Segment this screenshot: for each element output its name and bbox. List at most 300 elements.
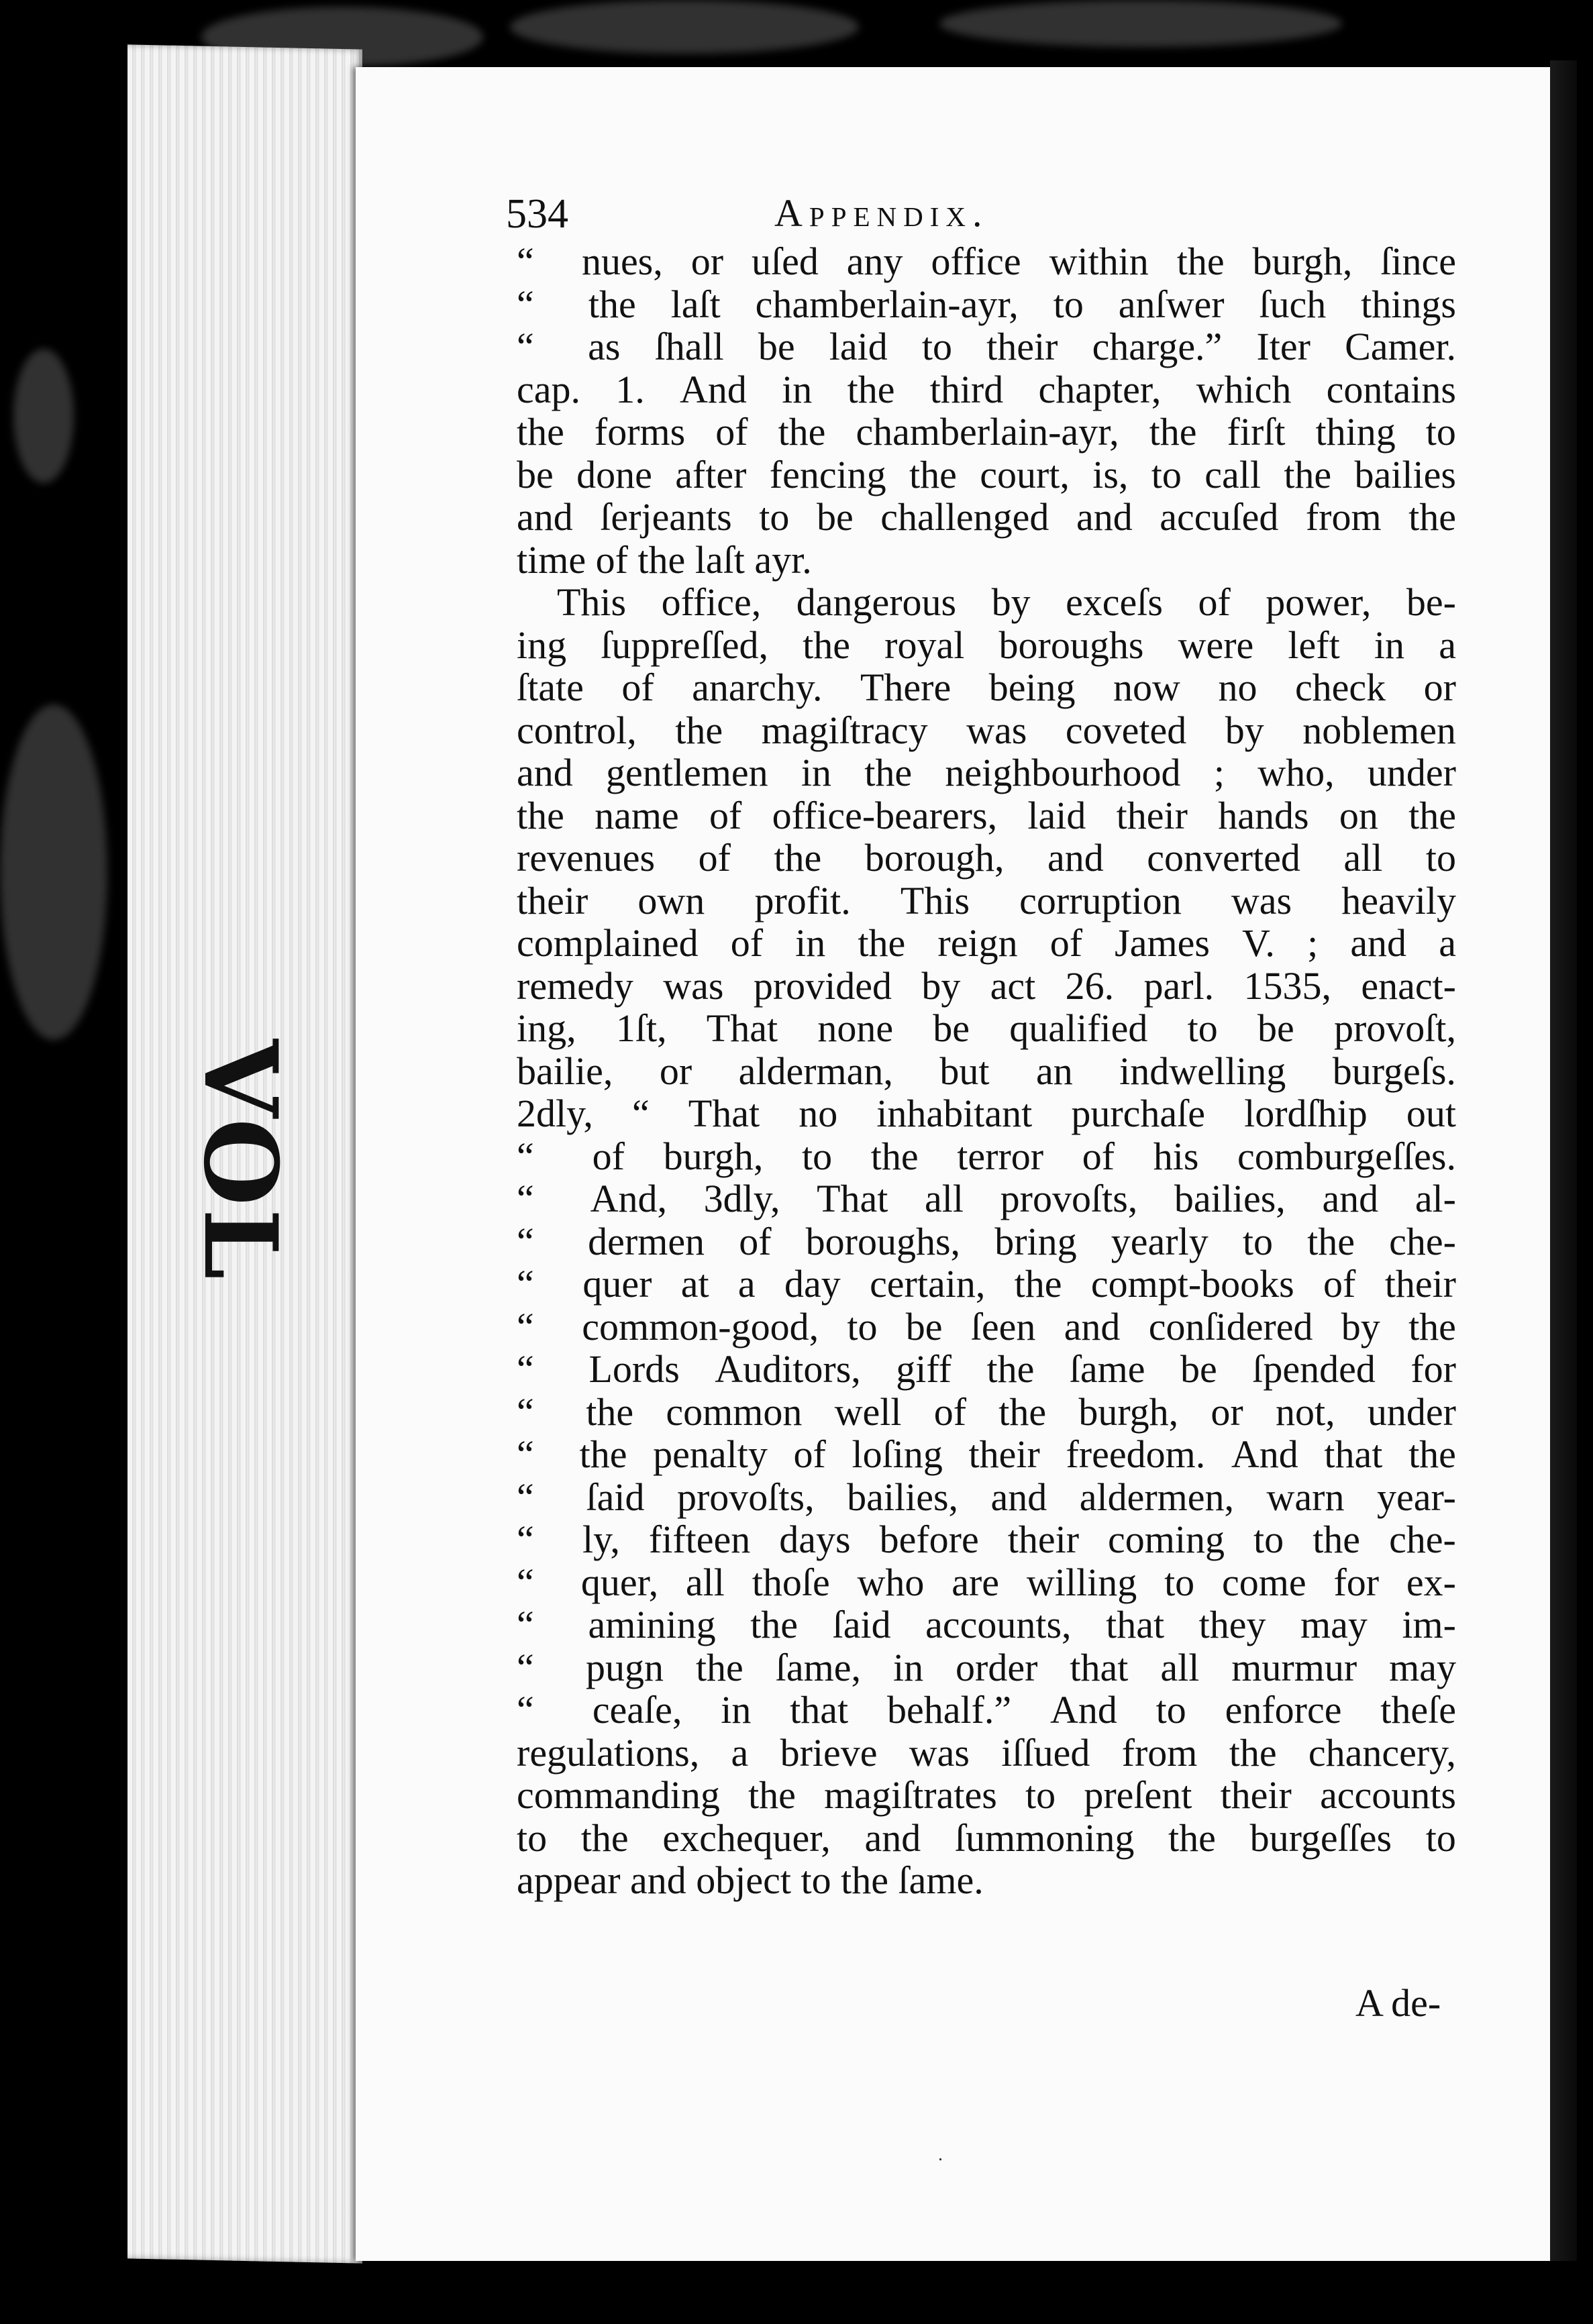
word: and bbox=[517, 751, 573, 794]
word: to bbox=[847, 1304, 878, 1349]
word: That bbox=[706, 1006, 778, 1050]
quote-mark: “ bbox=[517, 1645, 534, 1689]
word: provoſt, bbox=[1333, 1006, 1456, 1050]
word: uſed bbox=[751, 240, 819, 283]
word: accounts bbox=[1320, 1773, 1456, 1817]
word: ſuppreſſed, bbox=[601, 623, 768, 667]
text-line bbox=[517, 1049, 1456, 1092]
word: own bbox=[637, 878, 705, 922]
word: office, bbox=[661, 580, 762, 624]
word: chancery, bbox=[1308, 1730, 1456, 1775]
word: the bbox=[1149, 410, 1197, 454]
word: that bbox=[1106, 1603, 1165, 1646]
word: royal bbox=[884, 623, 965, 667]
text-line bbox=[517, 1517, 1456, 1560]
word: appear bbox=[517, 1858, 631, 1902]
word: to bbox=[802, 1134, 833, 1178]
word: And bbox=[1049, 1688, 1117, 1732]
word: laid bbox=[1027, 793, 1086, 837]
word: common-good, bbox=[582, 1304, 819, 1349]
word: a bbox=[731, 1730, 749, 1775]
word: thing bbox=[1315, 410, 1396, 454]
word: office bbox=[931, 240, 1021, 283]
word: of bbox=[709, 793, 742, 837]
word: the bbox=[1408, 1432, 1456, 1476]
word: was bbox=[909, 1730, 970, 1775]
page-gutter-shadow bbox=[1550, 60, 1577, 2261]
word: to bbox=[1253, 1518, 1284, 1561]
word: That bbox=[817, 1177, 888, 1220]
quote-mark: “ bbox=[517, 1304, 534, 1349]
word: all bbox=[1160, 1645, 1200, 1689]
word: Camer. bbox=[1345, 325, 1456, 368]
word: now bbox=[1113, 666, 1180, 709]
text-line bbox=[517, 920, 1456, 963]
text-line bbox=[517, 367, 1456, 410]
word: be bbox=[816, 495, 854, 539]
word: the bbox=[778, 410, 826, 454]
word: ſince bbox=[1380, 240, 1456, 283]
word: were bbox=[1178, 623, 1254, 667]
word: terror bbox=[957, 1134, 1044, 1178]
word: be- bbox=[1406, 580, 1456, 624]
word: burgeſſes bbox=[1249, 1815, 1392, 1860]
word: of bbox=[621, 666, 654, 709]
word: to bbox=[759, 495, 790, 539]
word: dangerous bbox=[796, 580, 957, 624]
word: his bbox=[1153, 1134, 1199, 1178]
word: a bbox=[1439, 623, 1456, 667]
word: fencing bbox=[769, 452, 886, 496]
word: come bbox=[1222, 1560, 1306, 1604]
word: pugn bbox=[585, 1645, 664, 1689]
text-line bbox=[517, 1560, 1456, 1603]
word: ſaid bbox=[832, 1603, 891, 1646]
word: the bbox=[637, 537, 695, 582]
word: the bbox=[1229, 1730, 1277, 1775]
word: none bbox=[817, 1006, 894, 1050]
word: corruption bbox=[1019, 878, 1182, 922]
word: accounts, bbox=[925, 1603, 1072, 1646]
text-line bbox=[517, 1219, 1456, 1262]
quote-mark: “ bbox=[517, 240, 534, 283]
text-line bbox=[517, 665, 1456, 708]
word: their bbox=[1007, 1518, 1080, 1561]
word: is, bbox=[1092, 452, 1129, 496]
word: exceſs bbox=[1066, 580, 1163, 624]
word: day bbox=[784, 1262, 841, 1306]
word: indwelling bbox=[1119, 1049, 1286, 1093]
word: their bbox=[986, 325, 1058, 368]
word: 1ſt, bbox=[615, 1006, 667, 1050]
stray-mark: . bbox=[938, 2144, 943, 2165]
word: ſhall bbox=[654, 325, 724, 368]
word: object bbox=[696, 1858, 801, 1902]
word: in bbox=[782, 367, 813, 411]
word: magiſtrates bbox=[824, 1773, 997, 1817]
word: the bbox=[588, 282, 636, 326]
word: the bbox=[1307, 1219, 1355, 1263]
word: year- bbox=[1377, 1475, 1456, 1519]
word: in bbox=[892, 1645, 924, 1689]
word: from bbox=[1121, 1730, 1198, 1775]
word: And bbox=[680, 367, 747, 411]
word: was bbox=[663, 963, 724, 1008]
word: the bbox=[864, 751, 913, 794]
word: their bbox=[968, 1432, 1040, 1476]
word: Auditors, bbox=[715, 1347, 861, 1391]
word: cap. bbox=[517, 367, 580, 411]
word: provided bbox=[753, 963, 892, 1008]
word: This bbox=[900, 878, 970, 922]
word: out bbox=[1406, 1092, 1456, 1135]
word: by bbox=[1225, 708, 1264, 752]
word: left bbox=[1288, 623, 1340, 667]
word: check bbox=[1294, 666, 1386, 709]
word: may bbox=[1389, 1645, 1456, 1689]
word: of bbox=[1198, 580, 1231, 624]
text-line bbox=[517, 282, 1456, 325]
word: or bbox=[690, 240, 724, 283]
word: “ bbox=[631, 1092, 650, 1135]
word: And, bbox=[590, 1177, 668, 1220]
word: 26. bbox=[1065, 963, 1115, 1008]
text-line bbox=[517, 409, 1456, 452]
word: at bbox=[680, 1262, 709, 1306]
word: loſing bbox=[852, 1432, 943, 1476]
word: fifteen bbox=[648, 1518, 751, 1561]
quote-mark: “ bbox=[517, 1560, 534, 1604]
word: all bbox=[925, 1177, 964, 1220]
text-line bbox=[517, 878, 1456, 921]
word: a bbox=[1439, 921, 1456, 965]
word: bring bbox=[994, 1219, 1077, 1263]
word: conſidered bbox=[1148, 1304, 1313, 1349]
word: coveted bbox=[1065, 708, 1187, 752]
quote-mark: “ bbox=[517, 1688, 534, 1732]
word: for bbox=[1333, 1560, 1380, 1604]
word: noblemen bbox=[1302, 708, 1456, 752]
word: as bbox=[588, 325, 621, 368]
word: ſuch bbox=[1259, 282, 1327, 326]
word: che- bbox=[1389, 1219, 1456, 1263]
word: willing bbox=[1026, 1560, 1137, 1604]
word: any bbox=[846, 240, 903, 283]
word: to bbox=[517, 1815, 548, 1860]
word: provoſts, bbox=[1000, 1177, 1138, 1220]
word: burgeſs. bbox=[1332, 1049, 1456, 1093]
word: the bbox=[1408, 1304, 1456, 1349]
spine-volume-label: VOL bbox=[181, 1039, 299, 1282]
word: the bbox=[695, 1645, 743, 1689]
word: qualified bbox=[1009, 1006, 1148, 1050]
word: regulations, bbox=[517, 1730, 700, 1775]
word: behalf.” bbox=[886, 1688, 1012, 1732]
word: and bbox=[517, 495, 573, 539]
word: call bbox=[1204, 452, 1261, 496]
word: of bbox=[715, 410, 748, 454]
word: burgh, bbox=[663, 1134, 764, 1178]
word: comburgeſſes. bbox=[1237, 1134, 1456, 1178]
word: to bbox=[1151, 452, 1182, 496]
text-line bbox=[517, 1815, 1456, 1858]
catchword: A de- bbox=[1355, 1981, 1441, 2025]
text-line bbox=[517, 1773, 1456, 1815]
word: lordſhip bbox=[1244, 1092, 1368, 1135]
word: inhabitant bbox=[876, 1092, 1033, 1135]
word: nues, bbox=[581, 240, 663, 283]
text-line bbox=[517, 1858, 1456, 1901]
quote-mark: “ bbox=[517, 1475, 534, 1519]
word: order bbox=[956, 1645, 1038, 1689]
word: their bbox=[517, 878, 588, 922]
word: and bbox=[630, 1858, 697, 1902]
word: V. bbox=[1242, 921, 1275, 965]
word: the bbox=[579, 1432, 627, 1476]
word: thoſe bbox=[752, 1560, 830, 1604]
word: to bbox=[921, 325, 952, 368]
word: was bbox=[966, 708, 1027, 752]
body-text bbox=[517, 239, 1456, 1901]
word: to bbox=[1155, 1688, 1186, 1732]
word: brieve bbox=[780, 1730, 878, 1775]
word: the bbox=[517, 410, 564, 454]
quote-mark: “ bbox=[517, 1603, 534, 1646]
word: was bbox=[1231, 878, 1292, 922]
word: time bbox=[517, 537, 596, 582]
word: to bbox=[1164, 1560, 1195, 1604]
word: This bbox=[557, 580, 627, 624]
word: may bbox=[1300, 1603, 1368, 1646]
word: that bbox=[790, 1688, 849, 1732]
word: of bbox=[793, 1432, 826, 1476]
word: within bbox=[1049, 240, 1149, 283]
text-line bbox=[517, 793, 1456, 836]
word: ſaid bbox=[586, 1475, 645, 1519]
word: that bbox=[1070, 1645, 1129, 1689]
quote-mark: “ bbox=[517, 282, 534, 326]
word: anſwer bbox=[1118, 282, 1225, 326]
word: to bbox=[1242, 1219, 1273, 1263]
quote-mark: “ bbox=[517, 1219, 534, 1263]
word: contains bbox=[1326, 367, 1456, 411]
word: heavily bbox=[1341, 878, 1456, 922]
text-line bbox=[517, 1602, 1456, 1645]
word: burgh, bbox=[1252, 240, 1353, 283]
word: who, bbox=[1257, 751, 1335, 794]
word: 1535, bbox=[1243, 963, 1331, 1008]
word: ſerjeants bbox=[600, 495, 732, 539]
word: im- bbox=[1402, 1603, 1456, 1646]
word: the bbox=[580, 1815, 629, 1860]
word: control, bbox=[517, 708, 637, 752]
word: charge.” bbox=[1092, 325, 1223, 368]
word: or bbox=[659, 1049, 692, 1093]
word: ſummoning bbox=[954, 1815, 1135, 1860]
word: accuſed bbox=[1160, 495, 1279, 539]
page-number: 534 bbox=[506, 191, 568, 237]
word: the bbox=[586, 1389, 634, 1434]
word: hands bbox=[1218, 793, 1309, 837]
word: of bbox=[1323, 1262, 1356, 1306]
text-line bbox=[517, 1176, 1456, 1219]
word: and bbox=[1047, 836, 1104, 880]
word: all bbox=[685, 1560, 725, 1604]
word: parl. bbox=[1143, 963, 1215, 1008]
word: warn bbox=[1266, 1475, 1345, 1519]
word: the bbox=[858, 921, 906, 965]
word: third bbox=[929, 367, 1004, 411]
word: boroughs, bbox=[805, 1219, 961, 1263]
word: to bbox=[1053, 282, 1084, 326]
word: reign bbox=[937, 921, 1018, 965]
word: the bbox=[998, 1389, 1047, 1434]
word: There bbox=[860, 666, 952, 709]
word: 3dly, bbox=[703, 1177, 780, 1220]
text-line bbox=[517, 1432, 1456, 1475]
word: neighbourhood bbox=[945, 751, 1181, 794]
word: being bbox=[988, 666, 1076, 709]
running-head: Appendix. bbox=[774, 191, 989, 235]
word: and bbox=[1350, 921, 1407, 965]
word: Lords bbox=[588, 1347, 680, 1391]
word: the bbox=[675, 708, 723, 752]
word: the bbox=[517, 793, 564, 837]
word: ing bbox=[517, 623, 567, 667]
word: done bbox=[576, 452, 652, 496]
word: James bbox=[1115, 921, 1210, 965]
word: compt-books bbox=[1090, 1262, 1294, 1306]
word: ſame, bbox=[775, 1645, 861, 1689]
word: firſt bbox=[1227, 410, 1286, 454]
word: che- bbox=[1389, 1518, 1456, 1561]
quote-mark: “ bbox=[517, 1347, 534, 1391]
word: and bbox=[1064, 1304, 1121, 1349]
word: of bbox=[933, 1389, 967, 1434]
word: preſent bbox=[1084, 1773, 1192, 1817]
word: under bbox=[1367, 1389, 1456, 1434]
word: to bbox=[1425, 410, 1456, 454]
word: who bbox=[857, 1560, 925, 1604]
word: challenged bbox=[880, 495, 1049, 539]
word: ayr. bbox=[754, 537, 812, 582]
word: and bbox=[1322, 1177, 1379, 1220]
quote-mark: “ bbox=[517, 1518, 534, 1561]
text-line bbox=[517, 580, 1456, 623]
word: their bbox=[1384, 1262, 1456, 1306]
text-line bbox=[517, 1475, 1456, 1518]
text-line bbox=[517, 324, 1456, 367]
word: quer, bbox=[580, 1560, 659, 1604]
word: the bbox=[1408, 793, 1456, 837]
word: be bbox=[905, 1304, 943, 1349]
text-line bbox=[517, 1389, 1456, 1432]
word: to bbox=[1425, 836, 1456, 880]
word: of bbox=[739, 1219, 772, 1263]
word: complained bbox=[517, 921, 699, 965]
word: amining bbox=[588, 1603, 716, 1646]
text-line bbox=[517, 1687, 1456, 1730]
word: for bbox=[1410, 1347, 1456, 1391]
word: alderman, bbox=[738, 1049, 893, 1093]
word: the bbox=[986, 1347, 1035, 1391]
word: chamberlain-ayr, bbox=[856, 410, 1119, 454]
word: ; bbox=[1213, 751, 1225, 794]
word: ing, bbox=[517, 1006, 576, 1050]
word: the bbox=[847, 367, 895, 411]
word: not, bbox=[1276, 1389, 1335, 1434]
word: ex- bbox=[1406, 1560, 1456, 1604]
word: burgh, bbox=[1078, 1389, 1179, 1434]
word: and bbox=[1076, 495, 1133, 539]
word: be bbox=[517, 452, 554, 496]
quote-mark: “ bbox=[517, 1432, 534, 1476]
word: of bbox=[1049, 921, 1083, 965]
word: iſſued bbox=[1001, 1730, 1090, 1775]
word: ſtate bbox=[517, 666, 584, 709]
word: by bbox=[921, 963, 961, 1008]
word: penalty bbox=[653, 1432, 768, 1476]
word: in bbox=[801, 751, 831, 794]
word: gentlemen bbox=[606, 751, 768, 794]
word: ſame bbox=[1069, 1347, 1145, 1391]
word: on bbox=[1339, 793, 1378, 837]
word: laſt bbox=[695, 537, 755, 582]
word: of bbox=[592, 1134, 625, 1178]
word: the bbox=[1313, 1518, 1361, 1561]
word: chamberlain-ayr, bbox=[755, 282, 1019, 326]
word: name bbox=[595, 793, 679, 837]
word: to bbox=[1025, 1773, 1056, 1817]
word: the bbox=[1284, 452, 1332, 496]
word: remedy bbox=[517, 963, 633, 1008]
word: yearly bbox=[1111, 1219, 1209, 1263]
word: to bbox=[801, 1858, 841, 1902]
word: be bbox=[1257, 1006, 1294, 1050]
word: laid bbox=[829, 325, 888, 368]
word: after bbox=[675, 452, 747, 496]
word: converted bbox=[1147, 836, 1300, 880]
text-line bbox=[517, 452, 1456, 495]
text-line bbox=[517, 1091, 1456, 1134]
word: the bbox=[1014, 1262, 1062, 1306]
word: coming bbox=[1108, 1518, 1225, 1561]
word: court, bbox=[980, 452, 1070, 496]
word: quer bbox=[582, 1262, 652, 1306]
word: freedom. bbox=[1066, 1432, 1206, 1476]
word: ſame. bbox=[898, 1858, 984, 1902]
word: to bbox=[1425, 1815, 1456, 1860]
word: bailies, bbox=[1174, 1177, 1286, 1220]
word: exchequer, bbox=[662, 1815, 831, 1860]
word: borough, bbox=[864, 836, 1005, 880]
word: and bbox=[864, 1815, 921, 1860]
word: under bbox=[1367, 751, 1456, 794]
word: aldermen, bbox=[1079, 1475, 1235, 1519]
word: forms bbox=[594, 410, 686, 454]
word: dermen bbox=[588, 1219, 705, 1263]
word: well bbox=[834, 1389, 902, 1434]
word: things bbox=[1361, 282, 1456, 326]
text-line bbox=[517, 1346, 1456, 1389]
word: Iter bbox=[1256, 325, 1311, 368]
word: the bbox=[1176, 240, 1225, 283]
word: no bbox=[1218, 666, 1257, 709]
word: provoſts, bbox=[676, 1475, 815, 1519]
word: from bbox=[1305, 495, 1382, 539]
word: in bbox=[721, 1688, 752, 1732]
word: days bbox=[779, 1518, 851, 1561]
